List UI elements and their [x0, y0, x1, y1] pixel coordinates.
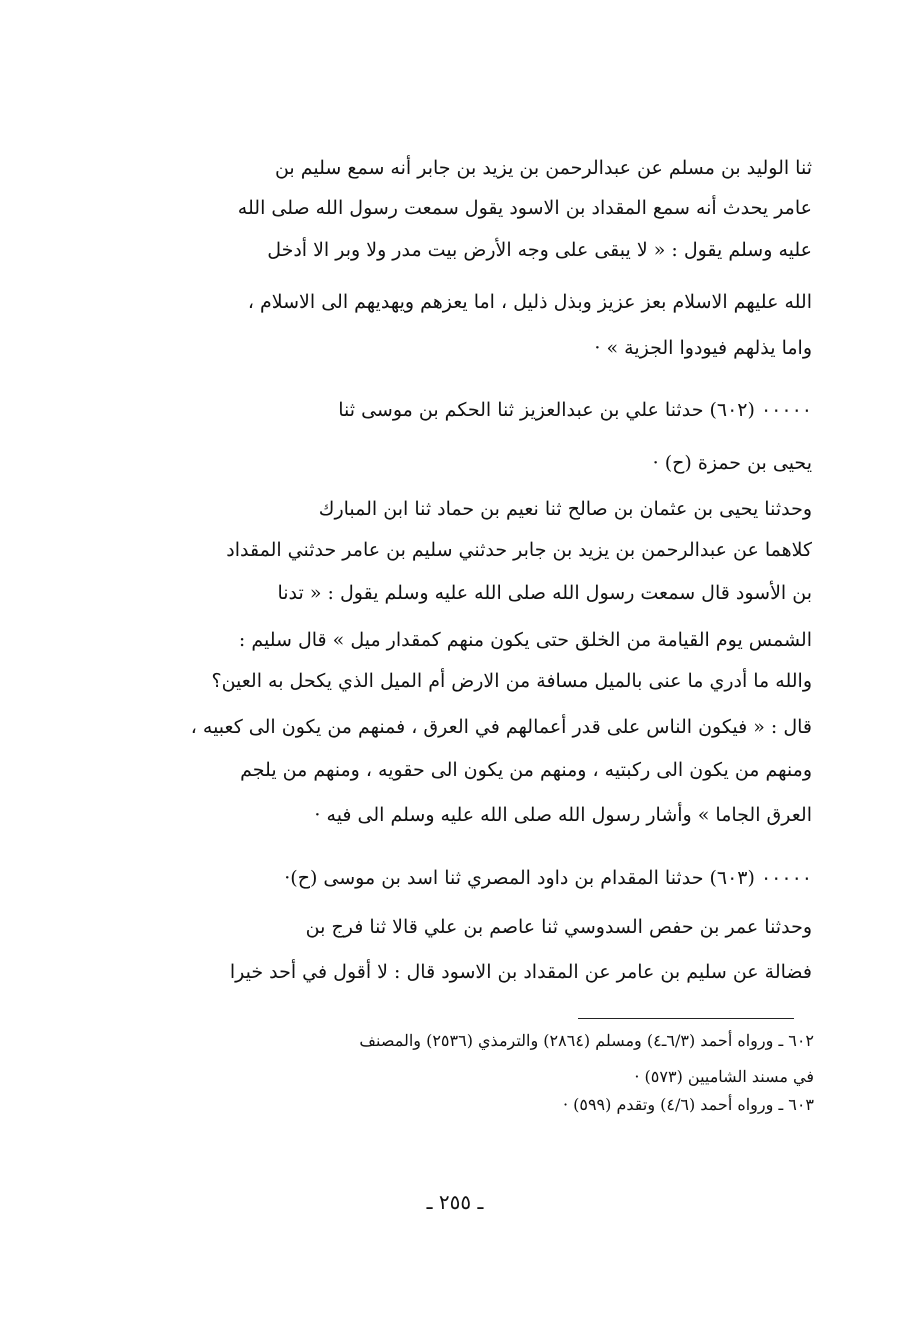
text-line: يحيى بن حمزة (ح) · [652, 452, 812, 474]
text-line: ٠٠٠٠٠ (٦٠٣) حدثنا المقدام بن داود المصري ثنا اسد بن موسى (ح)· [284, 867, 812, 889]
text-line: والله ما أدري ما عنى بالميل مسافة من الارض أم الميل الذي يكحل به العين؟ [211, 670, 812, 692]
page-number: ـ ٢٥٥ ـ [426, 1190, 484, 1214]
text-line: ومنهم من يكون الى ركبتيه ، ومنهم من يكون الى حقويه ، ومنهم من يلجم [240, 759, 812, 781]
text-line: فضالة عن سليم بن عامر عن المقداد بن الاسود قال : لا أقول في أحد خيرا [229, 961, 812, 983]
footnote-divider [578, 1018, 794, 1019]
footnote-line: ٦٠٣ ـ ورواه أحمد (٤/٦) وتقدم (٥٩٩) · [562, 1095, 814, 1114]
text-line: بن الأسود قال سمعت رسول الله صلى الله عليه وسلم يقول : « تدنا [277, 582, 812, 604]
text-line: ٠٠٠٠٠ (٦٠٢) حدثنا علي بن عبدالعزيز ثنا الحكم بن موسى ثنا [338, 399, 812, 421]
text-line: كلاهما عن عبدالرحمن بن يزيد بن جابر حدثني سليم بن عامر حدثني المقداد [226, 539, 812, 561]
text-line: العرق الجاما » وأشار رسول الله صلى الله عليه وسلم الى فيه · [314, 804, 812, 826]
text-line: الشمس يوم القيامة من الخلق حتى يكون منهم كمقدار ميل » قال سليم : [238, 629, 812, 651]
text-line: عليه وسلم يقول : « لا يبقى على وجه الأرض بيت مدر ولا وبر الا أدخل [267, 239, 812, 261]
text-line: عامر يحدث أنه سمع المقداد بن الاسود يقول سمعت رسول الله صلى الله [237, 197, 812, 219]
text-line: الله عليهم الاسلام بعز عزيز وبذل ذليل ، اما يعزهم ويهديهم الى الاسلام ، [247, 291, 812, 313]
text-line: وحدثنا يحيى بن عثمان بن صالح ثنا نعيم بن حماد ثنا ابن المبارك [318, 498, 812, 520]
footnote-line: في مسند الشاميين (٥٧٣) · [634, 1067, 814, 1086]
text-line: قال : « فيكون الناس على قدر أعمالهم في العرق ، فمنهم من يكون الى كعبيه ، [190, 716, 812, 738]
text-line: ثنا الوليد بن مسلم عن عبدالرحمن بن يزيد بن جابر أنه سمع سليم بن [274, 157, 812, 179]
footnote-line: ٦٠٢ ـ ورواه أحمد (٦/٣ـ٤) ومسلم (٢٨٦٤) والترمذي (٢٥٣٦) والمصنف [359, 1031, 814, 1050]
text-line: واما يذلهم فيودوا الجزية » · [594, 337, 812, 359]
text-line: وحدثنا عمر بن حفص السدوسي ثنا عاصم بن علي قالا ثنا فرج بن [305, 916, 812, 938]
